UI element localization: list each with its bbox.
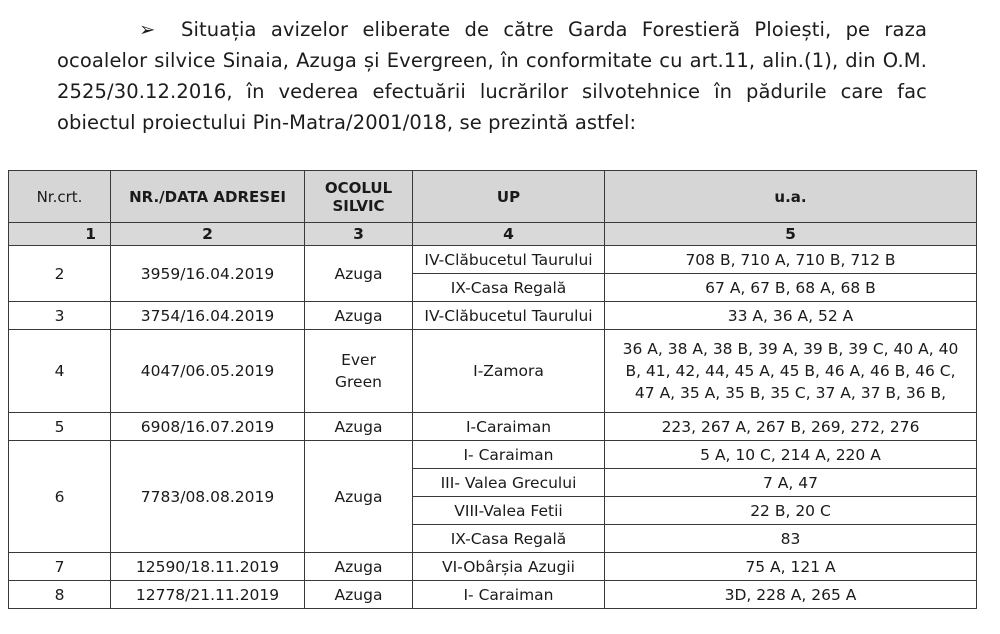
cell-up: III- Valea Grecului [413, 469, 605, 497]
cell-ocol [305, 330, 413, 413]
table-row [9, 246, 977, 274]
header-ua: u.a. [605, 171, 977, 223]
cell-nr: 4 [9, 330, 111, 413]
cell-nr: 7 [9, 553, 111, 581]
cell-ua: 7 A, 47 [605, 469, 977, 497]
column-number: 4 [413, 223, 605, 246]
cell-nr: 8 [9, 581, 111, 609]
cell-up: IX-Casa Regală [413, 274, 605, 302]
cell-adresa: 12590/18.11.2019 [111, 553, 305, 581]
column-number: 2 [111, 223, 305, 246]
ocol-line: Green [335, 373, 382, 391]
cell-ua: 22 B, 20 C [605, 497, 977, 525]
cell-adresa: 4047/06.05.2019 [111, 330, 305, 413]
ua-line: 47 A, 35 A, 35 B, 35 C, 37 A, 37 B, 36 B, [634, 384, 947, 402]
cell-up: I-Caraiman [413, 413, 605, 441]
header-up: UP [413, 171, 605, 223]
cell-ocol: Azuga [305, 581, 413, 609]
intro-paragraph [57, 14, 927, 138]
cell-adresa: 7783/08.08.2019 [111, 441, 305, 553]
cell-ua: 83 [605, 525, 977, 553]
cell-nr: 3 [9, 302, 111, 330]
cell-up: VIII-Valea Fetii [413, 497, 605, 525]
cell-ua: 75 A, 121 A [605, 553, 977, 581]
table-row [9, 330, 977, 413]
cell-up: IV-Clăbucetul Taurului [413, 246, 605, 274]
table-header-row [9, 171, 977, 223]
cell-adresa: 6908/16.07.2019 [111, 413, 305, 441]
cell-adresa: 3754/16.04.2019 [111, 302, 305, 330]
cell-ua: 5 A, 10 C, 214 A, 220 A [605, 441, 977, 469]
cell-ocol: Azuga [305, 441, 413, 553]
cell-ocol: Azuga [305, 246, 413, 302]
cell-up: VI-Obârșia Azugii [413, 553, 605, 581]
cell-ua [605, 330, 977, 413]
notices-table [8, 170, 977, 609]
header-nr-crt: Nr.crt. [9, 171, 111, 223]
column-number: 3 [305, 223, 413, 246]
cell-up: IX-Casa Regală [413, 525, 605, 553]
cell-ua: 33 A, 36 A, 52 A [605, 302, 977, 330]
cell-ua: 708 B, 710 A, 710 B, 712 B [605, 246, 977, 274]
cell-adresa: 12778/21.11.2019 [111, 581, 305, 609]
table-row [9, 302, 977, 330]
cell-adresa: 3959/16.04.2019 [111, 246, 305, 302]
intro-text: Situația avizelor eliberate de către Garda Forestieră Ploiești, pe raza ocoalelor silvice Sinaia, Azuga și Evergreen, în conformitate cu art.11, alin.(1), din O.M. 2525/30.12.2016, în vederea efectuării lucrărilor silvotehnice în pădurile care fac obiectul proiectului Pin-Matra/2001/018, se prezintă astfel: [57, 18, 927, 134]
cell-up: I- Caraiman [413, 441, 605, 469]
column-number-row [9, 223, 977, 246]
cell-ocol: Azuga [305, 413, 413, 441]
header-nr-data-adresei: NR./DATA ADRESEI [111, 171, 305, 223]
ua-line: 36 A, 38 A, 38 B, 39 A, 39 B, 39 C, 40 A, 40 [622, 340, 959, 358]
ocol-line: Ever [341, 351, 376, 369]
cell-ua: 3D, 228 A, 265 A [605, 581, 977, 609]
column-number: 1 [9, 223, 111, 246]
table-row [9, 553, 977, 581]
table-row [9, 441, 977, 469]
cell-ocol: Azuga [305, 553, 413, 581]
cell-up: IV-Clăbucetul Taurului [413, 302, 605, 330]
cell-nr: 2 [9, 246, 111, 302]
cell-ocol: Azuga [305, 302, 413, 330]
cell-ua: 67 A, 67 B, 68 A, 68 B [605, 274, 977, 302]
cell-up: I- Caraiman [413, 581, 605, 609]
column-number: 5 [605, 223, 977, 246]
cell-ua: 223, 267 A, 267 B, 269, 272, 276 [605, 413, 977, 441]
arrow-bullet-icon: ➢ [139, 18, 156, 41]
table-row [9, 581, 977, 609]
ua-line: B, 41, 42, 44, 45 A, 45 B, 46 A, 46 B, 46 C, [625, 362, 956, 380]
cell-up: I-Zamora [413, 330, 605, 413]
cell-nr: 6 [9, 441, 111, 553]
table-row [9, 413, 977, 441]
header-ocolul-silvic: OCOLUL SILVIC [305, 171, 413, 223]
cell-nr: 5 [9, 413, 111, 441]
